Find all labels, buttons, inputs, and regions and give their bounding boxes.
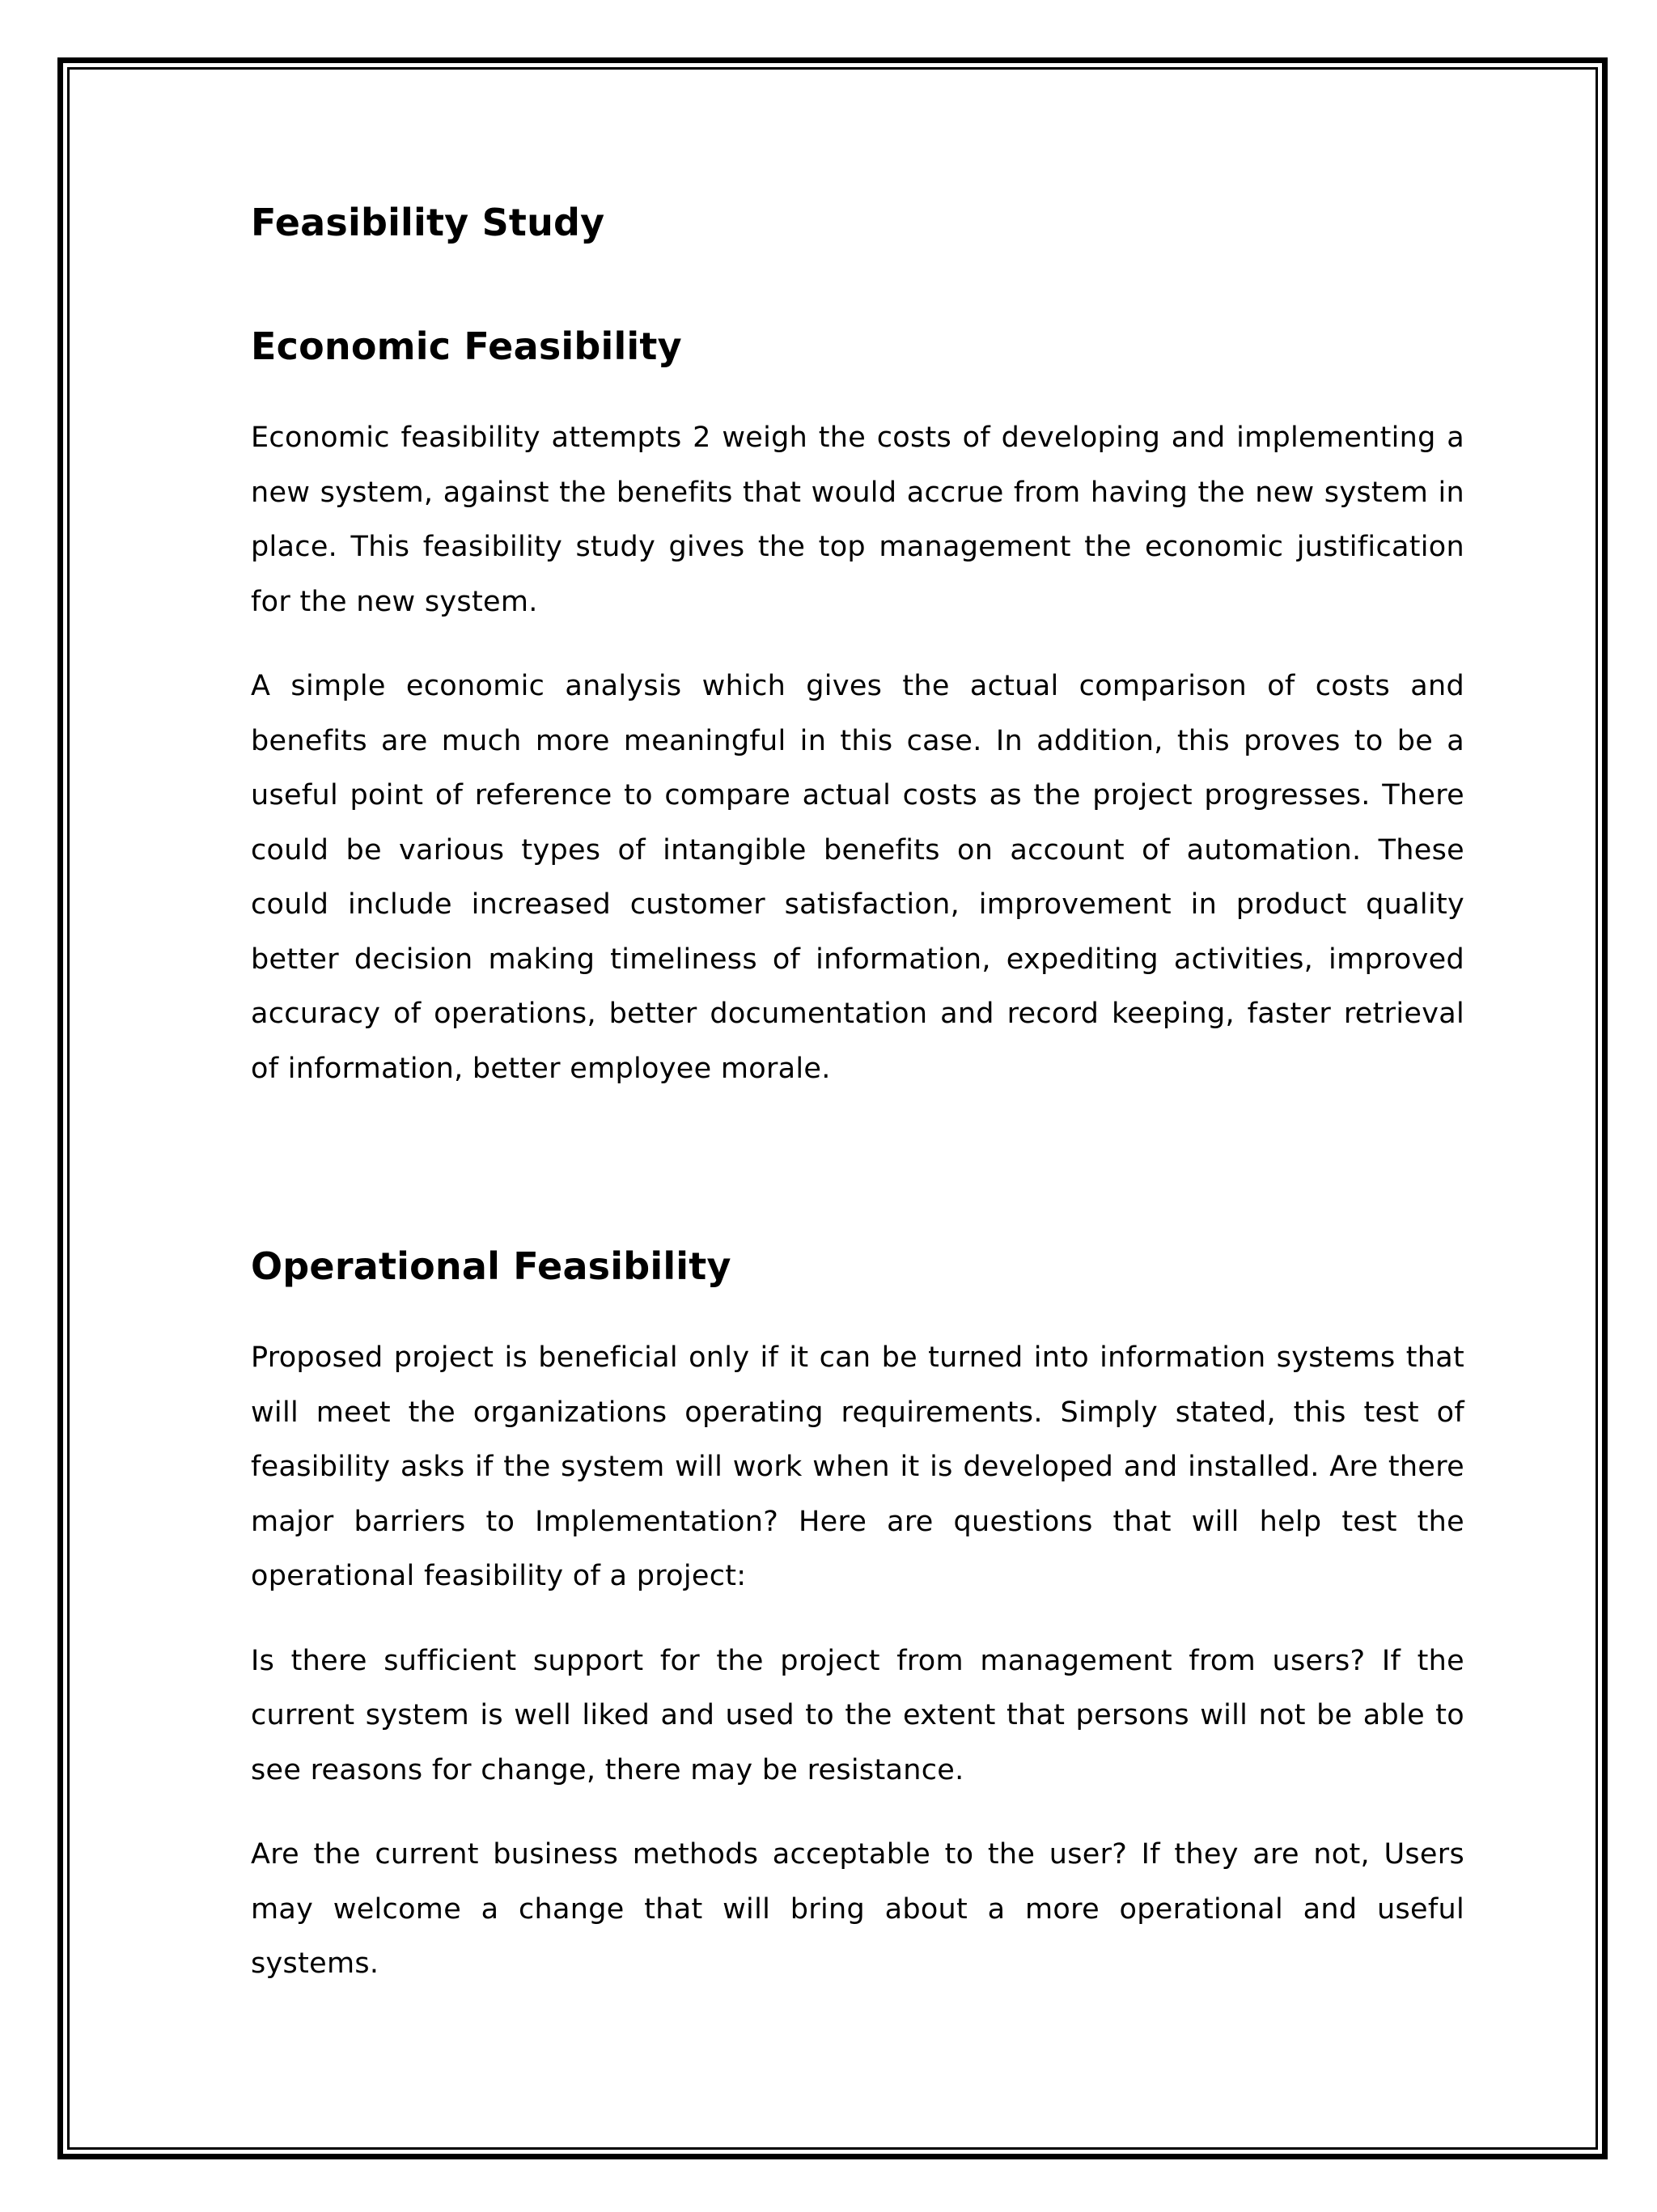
document-body (251, 194, 1464, 2022)
section-spacer (251, 1126, 1464, 1238)
section-heading: Operational Feasibility (251, 1244, 731, 1288)
section-economic-feasibility (251, 318, 1464, 1096)
paragraph: Is there sufficient support for the project from management from users? If the current system is well liked and used to the extent that persons will not be able to see reasons for change, there may be resistance. (251, 1644, 1464, 1786)
paragraph: Economic feasibility attempts 2 weigh the costs of developing and implementing a new system, against the benefits that would accrue from having the new system in place. This feasibility study gives the top management the economic justification for the new system. (251, 422, 1464, 618)
document-title: Feasibility Study (251, 201, 605, 244)
paragraph: Proposed project is beneficial only if it can be turned into information systems that will meet the organizations operating requirements. Simply stated, this test of feasibility asks if the system will work when it is developed and installed. Are there major barriers to Implementation? Here are questions that will help test the operational feasibility of a project: (251, 1341, 1464, 1592)
section-heading: Economic Feasibility (251, 324, 682, 368)
paragraph: A simple economic analysis which gives the actual comparison of costs and benefits are much more meaningful in this case. In addition, this proves to be a useful point of reference to compare actual costs as the project progresses. There could be various types of intangible benefits on account of automation. These could include increased customer satisfaction, improvement in product quality better decision making timeliness of information, expediting activities, improved accuracy of operations, better documentation and record keeping, faster retrieval of information, better employee morale. (251, 670, 1464, 1085)
section-operational-feasibility (251, 1238, 1464, 1992)
paragraph: Are the current business methods acceptable to the user? If they are not, Users may welcome a change that will bring about a more operational and useful systems. (251, 1838, 1464, 1980)
